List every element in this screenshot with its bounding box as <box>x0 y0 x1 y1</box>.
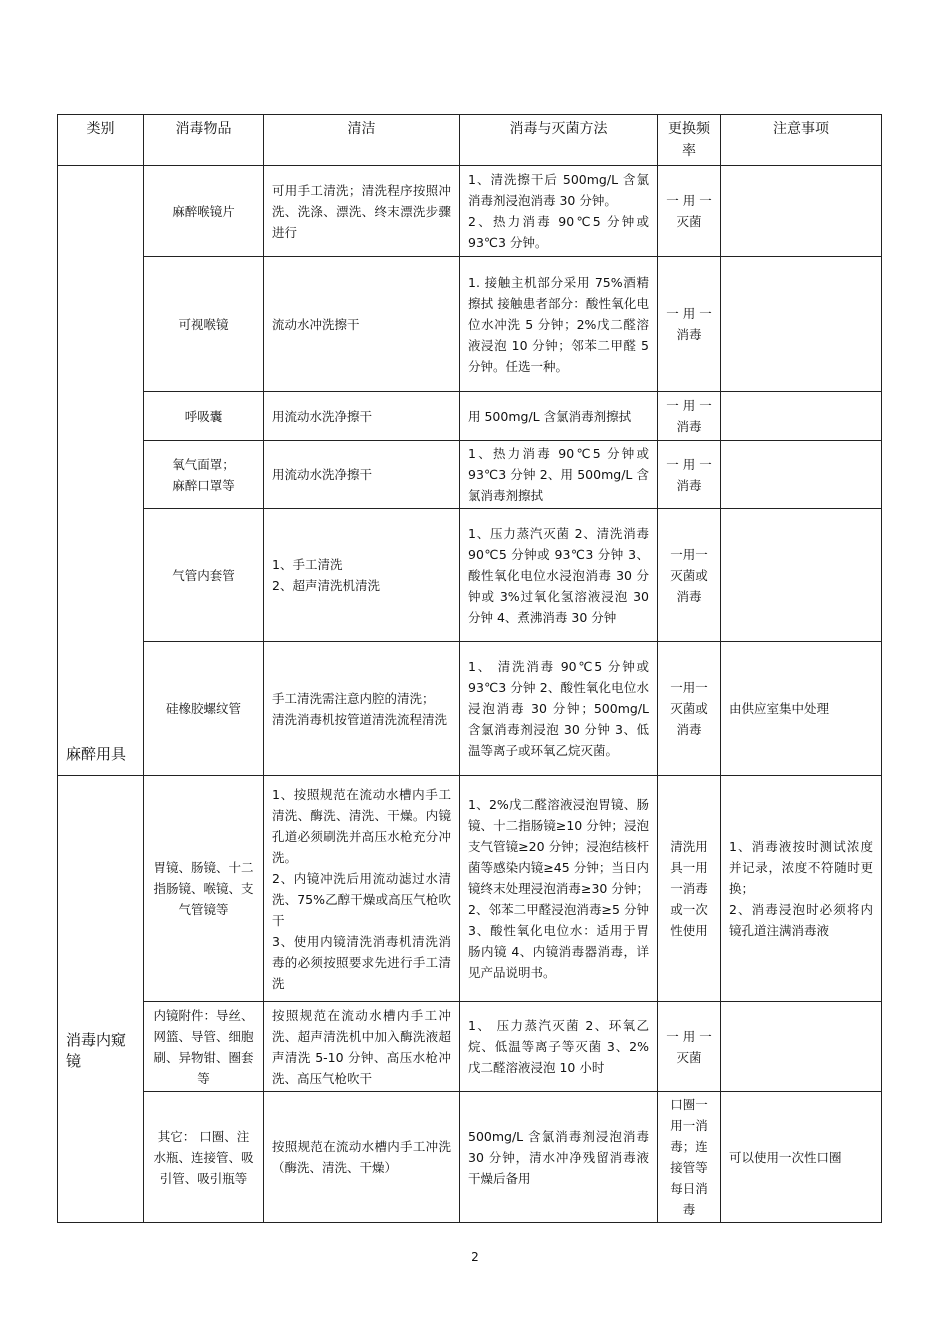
page-number: 2 <box>471 1250 479 1264</box>
method-cell <box>460 257 658 392</box>
method-cell <box>460 1092 658 1223</box>
frequency-cell-line: 一用一灭菌或消毒 <box>670 546 708 604</box>
item-cell-line: 气管内套管 <box>172 567 235 583</box>
header-frequency: 更换频率 <box>658 115 721 166</box>
method-cell <box>460 166 658 257</box>
method-cell-line: 1、热力消毒 90℃5 分钟或 93℃3 分钟 2、用 500mg/L 含氯消毒剂擦拭 <box>468 446 649 503</box>
notes-cell-line: 2、消毒浸泡时必须将内镜孔道注满消毒液 <box>729 902 873 938</box>
method-cell-line: 1、 压力蒸汽灭菌 2、环氧乙烷、低温等离子等灭菌 3、2%戊二醛溶液浸泡 10 小时 <box>468 1018 649 1075</box>
item-cell-line: 呼吸囊 <box>184 408 223 424</box>
clean-cell <box>264 257 460 392</box>
frequency-cell-line: 一 用 一消毒 <box>666 398 712 434</box>
item-cell-line: 麻醉喉镜片 <box>172 203 235 219</box>
item-cell-line: 内镜附件：导丝、网篮、导管、细胞刷、异物钳、圈套等 <box>153 1007 254 1086</box>
method-cell <box>460 642 658 776</box>
item-cell <box>144 1002 264 1092</box>
table-row <box>58 257 882 392</box>
table-row <box>58 166 882 257</box>
item-cell <box>144 166 264 257</box>
item-cell-line: 麻醉口罩等 <box>172 477 235 493</box>
clean-cell-line: 按照规范在流动水槽内手工冲洗（酶洗、清洗、干燥） <box>272 1139 451 1175</box>
item-cell <box>144 776 264 1002</box>
header-clean: 清洁 <box>264 115 460 166</box>
frequency-cell <box>658 392 721 441</box>
frequency-cell <box>658 166 721 257</box>
notes-cell <box>721 392 882 441</box>
notes-cell <box>721 1002 882 1092</box>
notes-cell-line: 1、消毒液按时测试浓度并记录，浓度不符随时更换； <box>729 839 873 896</box>
method-cell-line: 1、 清洗消毒 90℃5 分钟或 93℃3 分钟 2、酸性氧化电位水浸泡消毒 30 分钟；500mg/L 含氯消毒剂浸泡 30 分钟 3、低温等离子或环氧乙烷灭菌。 <box>468 659 649 758</box>
header-notes: 注意事项 <box>721 115 882 166</box>
disinfection-table <box>57 114 882 1223</box>
table-row <box>58 776 882 1002</box>
item-cell <box>144 642 264 776</box>
item-cell <box>144 441 264 509</box>
clean-cell <box>264 1002 460 1092</box>
table-row <box>58 642 882 776</box>
table-row <box>58 441 882 509</box>
clean-cell-line: 用流动水洗净擦干 <box>272 467 373 482</box>
notes-cell <box>721 166 882 257</box>
clean-cell-line: 用流动水洗净擦干 <box>272 408 373 424</box>
method-cell <box>460 1002 658 1092</box>
clean-cell <box>264 1092 460 1223</box>
item-cell-line: 胃镜、肠镜、十二指肠镜、喉镜、支气管镜等 <box>153 860 254 917</box>
frequency-cell-line: 清洗用具一用一消毒或一次性使用 <box>670 839 708 938</box>
item-cell <box>144 1092 264 1223</box>
clean-cell <box>264 441 460 509</box>
item-cell-line: 其它： 口圈、注水瓶、连接管、吸引管、吸引瓶等 <box>153 1128 254 1186</box>
method-cell <box>460 776 658 1002</box>
item-cell <box>144 257 264 392</box>
clean-cell-line: 手工清洗需注意内腔的清洗； <box>272 690 435 706</box>
frequency-cell-line: 一 用 一消毒 <box>666 456 712 493</box>
clean-cell <box>264 642 460 776</box>
frequency-cell-line: 一 用 一消毒 <box>666 306 712 342</box>
clean-cell <box>264 509 460 642</box>
header-row <box>58 115 882 166</box>
header-item: 消毒物品 <box>144 115 264 166</box>
clean-cell <box>264 392 460 441</box>
table-row <box>58 509 882 642</box>
frequency-cell <box>658 642 721 776</box>
category-cell: 消毒内窥镜 <box>58 776 144 1223</box>
frequency-cell <box>658 257 721 392</box>
clean-cell-line: 清洗消毒机按管道清洗流程清洗 <box>272 711 448 727</box>
notes-cell <box>721 257 882 392</box>
notes-cell <box>721 441 882 509</box>
table-row <box>58 1002 882 1092</box>
notes-cell <box>721 776 882 1002</box>
item-cell <box>144 392 264 441</box>
category-cell: 麻醉用具 <box>58 166 144 776</box>
frequency-cell-line: 一 用 一灭菌 <box>666 1028 712 1065</box>
frequency-cell <box>658 1092 721 1223</box>
item-cell-line: 硅橡胶螺纹管 <box>165 701 241 716</box>
item-cell-line: 可视喉镜 <box>178 316 229 332</box>
method-cell-line: 1. 接触主机部分采用 75%酒精擦拭 接触患者部分：酸性氧化电位水冲洗 5 分钟；2%戊二醛溶液浸泡 10 分钟；邻苯二甲醛 5 分钟。任选一种。 <box>468 274 649 374</box>
frequency-cell <box>658 441 721 509</box>
clean-cell-line: 1、手工清洗 <box>272 557 343 572</box>
item-cell-line: 氧气面罩； <box>172 456 235 472</box>
clean-cell-line: 3、使用内镜清洗消毒机清洗消毒的必须按照要求先进行手工清洗 <box>272 933 451 991</box>
table-row <box>58 392 882 441</box>
header-category: 类别 <box>58 115 144 166</box>
method-cell-line: 1、压力蒸汽灭菌 2、清洗消毒 90℃5 分钟或 93℃3 分钟 3、酸性氧化电位水浸泡消毒 30 分钟或 3%过氧化氢溶液浸泡 30 分钟 4、煮沸消毒 30 分钟 <box>468 525 649 625</box>
header-method: 消毒与灭菌方法 <box>460 115 658 166</box>
frequency-cell <box>658 776 721 1002</box>
clean-cell <box>264 166 460 257</box>
notes-cell <box>721 1092 882 1223</box>
method-cell-line: 2、热力消毒 90℃5 分钟或 93℃3 分钟。 <box>468 214 649 250</box>
notes-cell-line: 可以使用一次性口圈 <box>729 1149 842 1165</box>
method-cell <box>460 441 658 509</box>
clean-cell <box>264 776 460 1002</box>
method-cell <box>460 392 658 441</box>
notes-cell <box>721 509 882 642</box>
method-cell-line: 1、2%戊二醛溶液浸泡胃镜、肠镜、十二指肠镜≥10 分钟；浸泡支气管镜≥20 分钟；浸泡结核杆菌等感染内镜≥45 分钟；当日内镜终末处理浸泡消毒≥30 分钟； 2、邻苯二甲醛浸泡消毒≥5 分钟 3、酸性氧化电位水：适用于胃肠内镜 4、内镜消毒器消毒，详见产品说明书。 <box>468 797 649 980</box>
method-cell-line: 500mg/L 含氯消毒剂浸泡消毒 30 分钟，清水冲净残留消毒液干燥后备用 <box>468 1128 649 1186</box>
method-cell-line: 1、清洗擦干后 500mg/L 含氯消毒剂浸泡消毒 30 分钟。 <box>468 172 649 208</box>
frequency-cell <box>658 1002 721 1092</box>
frequency-cell <box>658 509 721 642</box>
clean-cell-line: 2、内镜冲洗后用流动滤过水清洗、75%乙醇干燥或高压气枪吹干 <box>272 870 451 928</box>
clean-cell-line: 按照规范在流动水槽内手工冲洗、超声清洗机中加入酶洗液超声清洗 5-10 分钟、高压水枪冲洗、高压气枪吹干 <box>272 1007 451 1086</box>
clean-cell-line: 1、按照规范在流动水槽内手工清洗、酶洗、清洗、干燥。内镜孔道必须刷洗并高压水枪充分冲洗。 <box>272 786 451 865</box>
frequency-cell-line: 口圈一用一消毒；连接管等每日消毒 <box>670 1097 708 1217</box>
frequency-cell-line: 一用一灭菌或消毒 <box>670 680 708 737</box>
clean-cell-line: 可用手工清洗；清洗程序按照冲洗、洗涤、漂洗、终末漂洗步骤进行 <box>272 182 451 240</box>
notes-cell <box>721 642 882 776</box>
item-cell <box>144 509 264 642</box>
frequency-cell-line: 一 用 一灭菌 <box>666 193 712 229</box>
clean-cell-line: 流动水冲洗擦干 <box>272 316 360 332</box>
clean-cell-line: 2、超声清洗机清洗 <box>272 578 380 593</box>
notes-cell-line: 由供应室集中处理 <box>729 701 830 716</box>
method-cell <box>460 509 658 642</box>
table-row <box>58 1092 882 1223</box>
method-cell-line: 用 500mg/L 含氯消毒剂擦拭 <box>468 408 632 424</box>
